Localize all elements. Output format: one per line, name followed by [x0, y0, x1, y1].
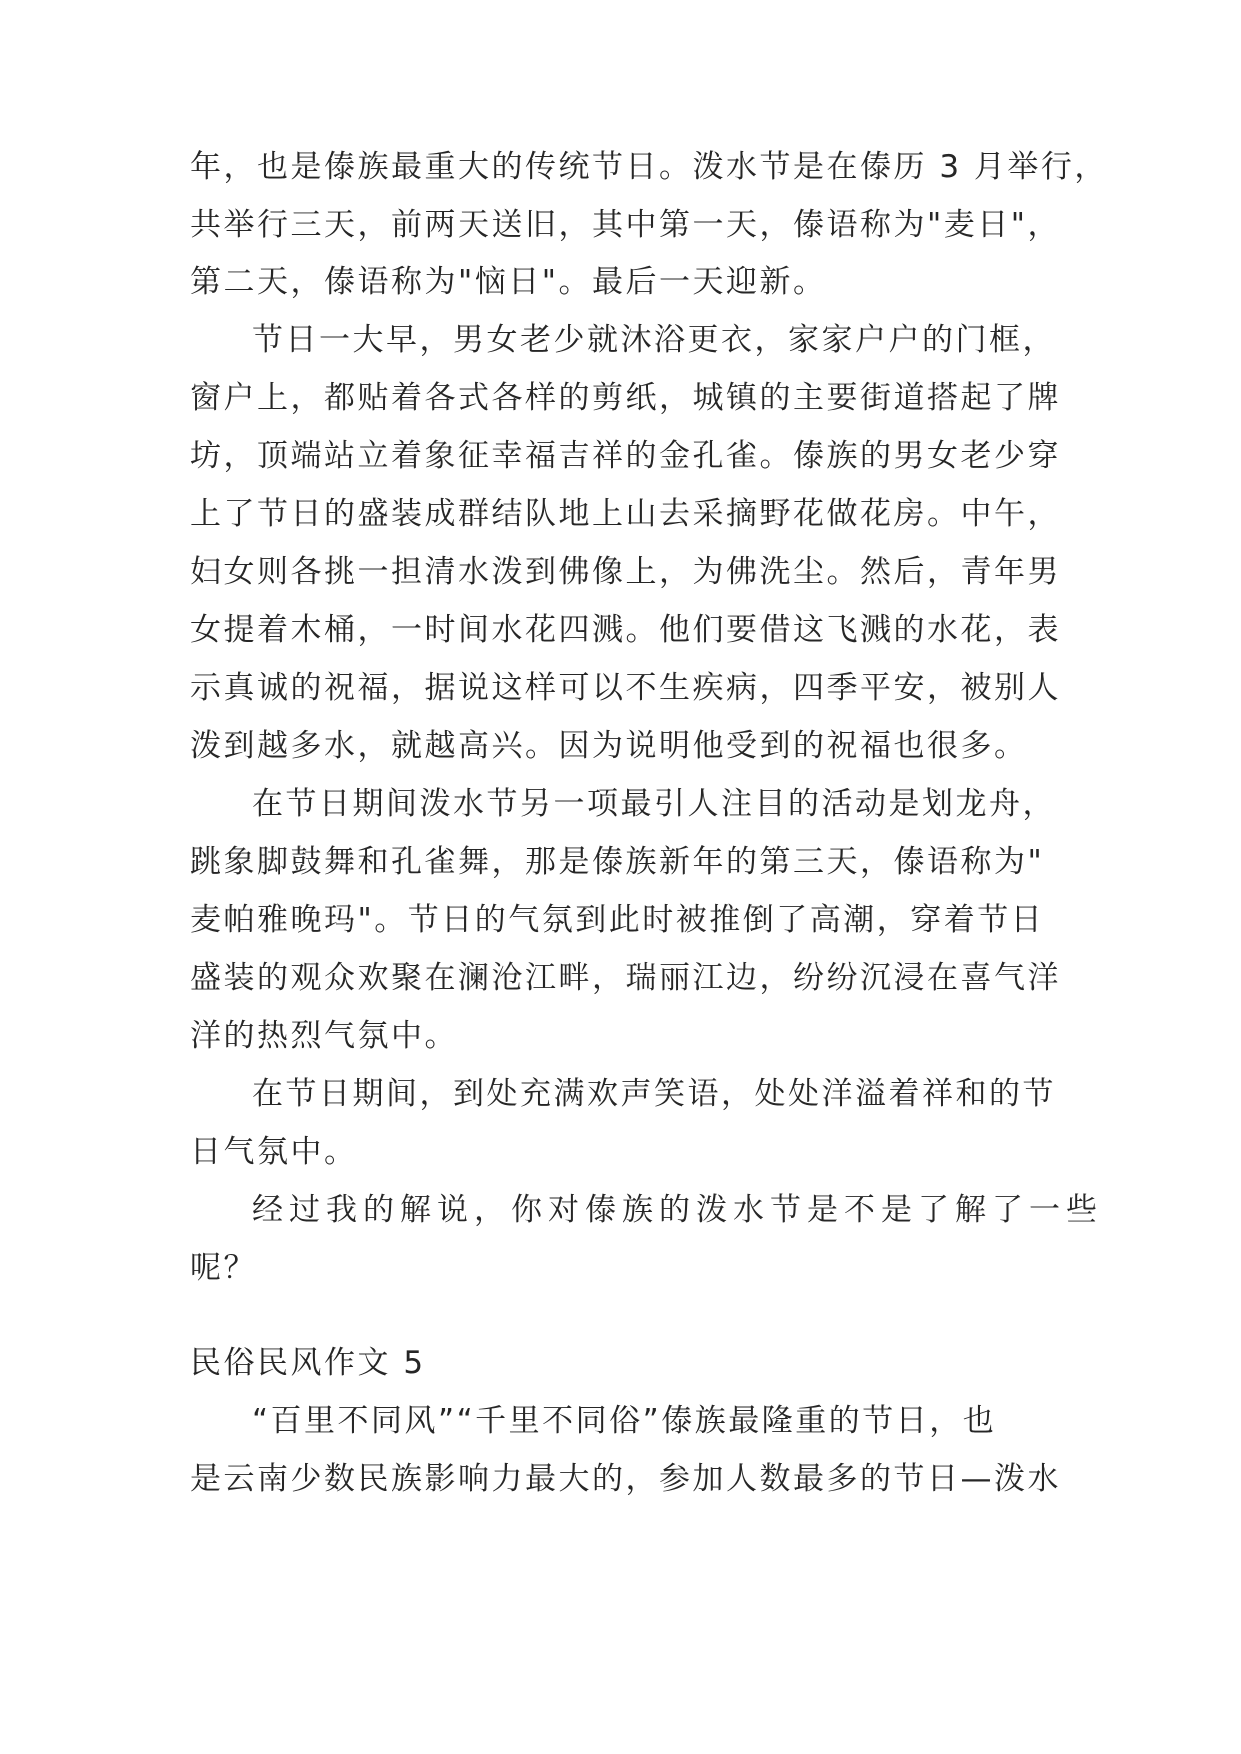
paragraph-line: 是云南少数民族影响力最大的，参加人数最多的节日—泼水	[190, 1461, 1061, 1497]
paragraph-line: 在节日期间，到处充满欢声笑语，处处洋溢着祥和的节	[252, 1076, 1056, 1112]
paragraph-line: 节日一大早，男女老少就沐浴更衣，家家户户的门框，	[252, 322, 1056, 358]
paragraph-line: 经过我的解说，你对傣族的泼水节是不是了解了一些	[252, 1192, 1103, 1228]
paragraph-line: 年，也是傣族最重大的传统节日。泼水节是在傣历 3 月举行，	[190, 149, 1108, 185]
paragraph-line: 示真诚的祝福，据说这样可以不生疾病，四季平安，被别人	[190, 670, 1061, 706]
paragraph-line: 呢？	[190, 1250, 257, 1286]
paragraph-line: 麦帕雅晚玛"。节日的气氛到此时被推倒了高潮，穿着节日	[190, 902, 1045, 938]
paragraph-line: 窗户上，都贴着各式各样的剪纸，城镇的主要街道搭起了牌	[190, 380, 1061, 416]
paragraph-line: 在节日期间泼水节另一项最引人注目的活动是划龙舟，	[252, 786, 1056, 822]
paragraph-line: 泼到越多水，就越高兴。因为说明他受到的祝福也很多。	[190, 728, 1028, 764]
paragraph-line: 洋的热烈气氛中。	[190, 1018, 458, 1054]
paragraph-line: 妇女则各挑一担清水泼到佛像上，为佛洗尘。然后，青年男	[190, 554, 1061, 590]
paragraph-line: 女提着木桶，一时间水花四溅。他们要借这飞溅的水花，表	[190, 612, 1061, 648]
paragraph-line: 上了节日的盛装成群结队地上山去采摘野花做花房。中午，	[190, 496, 1061, 532]
paragraph-line: 日气氛中。	[190, 1134, 358, 1170]
section-heading: 民俗民风作文 5	[190, 1345, 426, 1381]
paragraph-line: 坊，顶端站立着象征幸福吉祥的金孔雀。傣族的男女老少穿	[190, 438, 1061, 474]
paragraph-line: 盛装的观众欢聚在澜沧江畔，瑞丽江边，纷纷沉浸在喜气洋	[190, 960, 1061, 996]
paragraph-line: 跳象脚鼓舞和孔雀舞，那是傣族新年的第三天，傣语称为"	[190, 844, 1045, 880]
paragraph-line: “百里不同风”“千里不同俗”傣族最隆重的节日，也	[252, 1403, 997, 1439]
paragraph-line: 第二天，傣语称为"恼日"。最后一天迎新。	[190, 264, 827, 300]
paragraph-line: 共举行三天，前两天送旧，其中第一天，傣语称为"麦日"，	[190, 207, 1062, 243]
